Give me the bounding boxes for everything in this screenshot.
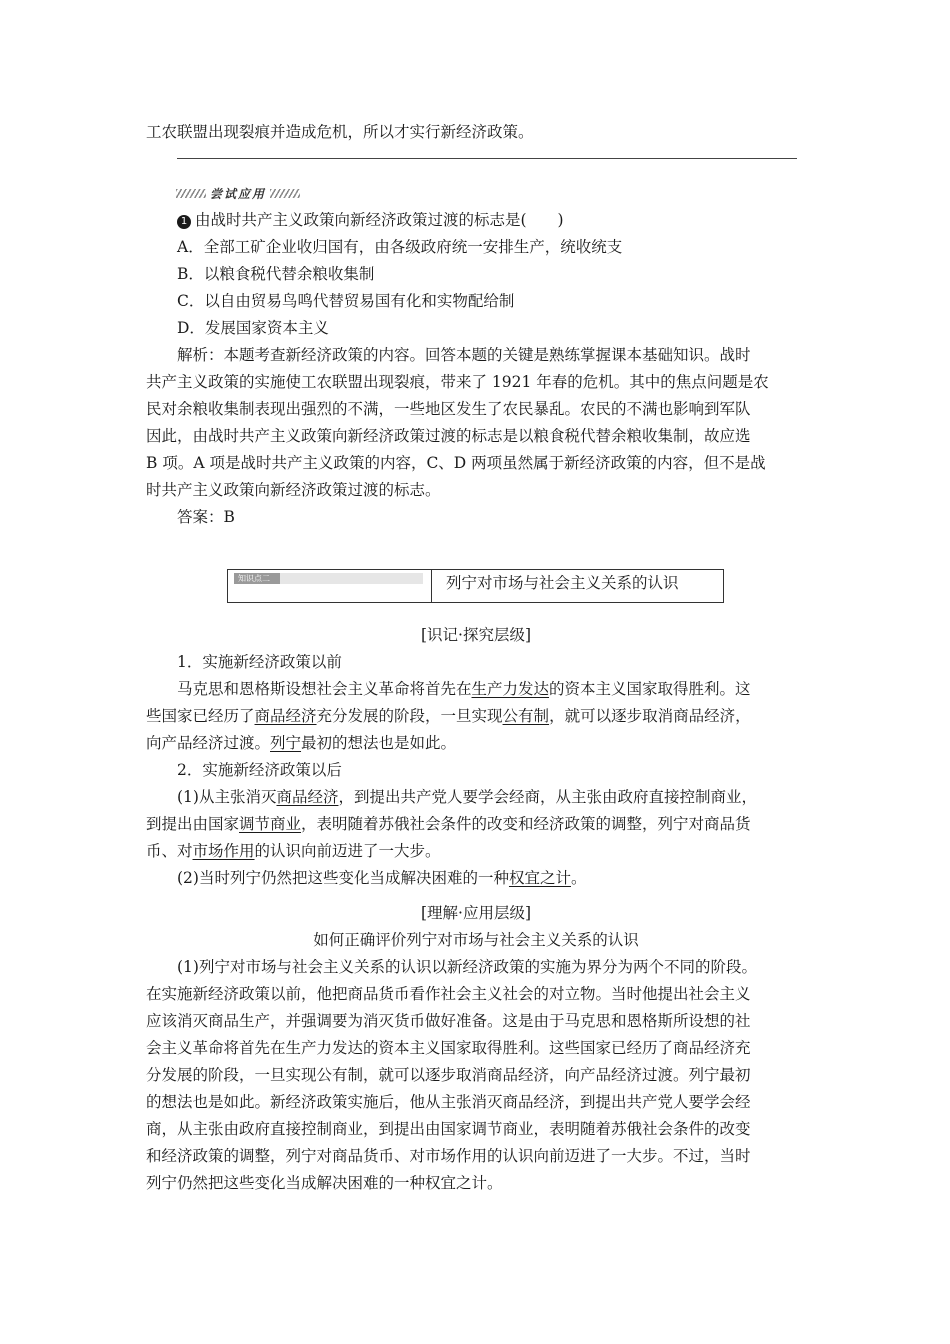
analysis-line: B 项。A 项是战时共产主义政策的内容，C、D 两项虽然属于新经济政策的内容，但不是战 — [146, 454, 766, 472]
level1-section — [146, 622, 806, 892]
try-section-label: 尝试应用 — [210, 186, 267, 201]
text: ，表明随着苏俄社会条件的改变和经济政策的调整，列宁对商品货 — [301, 815, 751, 833]
text: 币、对 — [146, 842, 193, 860]
text: ，就可以逐步取消商品经济， — [549, 707, 751, 725]
text: 的认识向前迈进了一大步。 — [254, 842, 441, 860]
level2-paragraph-line: 分发展的阶段，一旦实现公有制，就可以逐步取消商品经济，向产品经济过渡。列宁最初 — [146, 1066, 751, 1084]
question-text: 由战时共产主义政策向新经济政策过渡的标志是( ) — [195, 211, 564, 229]
intro-tail-text: 工农联盟出现裂痕并造成危机，所以才实行新经济政策。 — [146, 123, 534, 141]
option-b: B．以粮食税代替余粮收集制 — [177, 265, 375, 283]
text: 到提出由国家 — [146, 815, 240, 833]
level2-title: [理解·应用层级] — [420, 904, 532, 922]
analysis-line: 共产主义政策的实施使工农联盟出现裂痕，带来了 1921 年春的危机。其中的焦点问题是农 — [146, 373, 769, 391]
text: 向产品经济过渡。 — [146, 734, 271, 752]
level2-subtitle: 如何正确评价列宁对市场与社会主义关系的认识 — [313, 931, 639, 949]
level2-paragraph-line: 列宁仍然把这些变化当成解决困难的一种权宜之计。 — [146, 1174, 503, 1192]
text: (1)从主张消灭 — [177, 788, 277, 806]
hatch-decoration-left — [176, 189, 206, 198]
item2-paragraph-line4 — [146, 865, 806, 892]
text: (2)当时列宁仍然把这些变化当成解决困难的一种 — [177, 869, 509, 887]
text: 些国家已经历了 — [146, 707, 255, 725]
level2-paragraph-line: (1)列宁对市场与社会主义关系的认识以新经济政策的实施为界分为两个不同的阶段。 — [177, 958, 757, 976]
level2-paragraph-line: 会主义革命将首先在生产力发达的资本主义国家取得胜利。这些国家已经历了商品经济充 — [146, 1039, 751, 1057]
analysis-line: 时共产主义政策向新经济政策过渡的标志。 — [146, 481, 441, 499]
text: 。 — [570, 869, 587, 887]
level2-paragraph-line: 在实施新经济政策以前，他把商品货币看作社会主义社会的对立物。当时他提出社会主义 — [146, 985, 751, 1003]
blank-answer: 公有制 — [502, 707, 550, 725]
knowledge-point-tag-cell — [228, 570, 432, 602]
text: 充分发展的阶段，一旦实现 — [316, 707, 503, 725]
level2-paragraph-line: 的想法也是如此。新经济政策实施后，他从主张消灭商品经济，到提出共产党人要学会经 — [146, 1093, 751, 1111]
item2-heading: 2．实施新经济政策以后 — [177, 761, 342, 779]
text: ，到提出共产党人要学会经商，从主张由政府直接控制商业， — [338, 788, 757, 806]
try-section-header — [176, 184, 300, 202]
level2-paragraph-line: 应该消灭商品生产，并强调要为消灭货币做好准备。这是由于马克思和恩格斯所设想的社 — [146, 1012, 751, 1030]
level2-paragraph-line: 和经济政策的调整，列宁对商品货币、对市场作用的认识向前迈进了一大步。不过，当时 — [146, 1147, 751, 1165]
level2-section — [146, 900, 806, 1197]
item2-paragraph-line1 — [146, 784, 806, 811]
item2-paragraph-line3 — [146, 838, 806, 865]
question-number-badge: 1 — [177, 215, 191, 229]
text: 马克思和恩格斯设想社会主义革命将首先在 — [177, 680, 472, 698]
item1-heading: 1．实施新经济政策以前 — [177, 653, 342, 671]
text: 最初的想法也是如此。 — [301, 734, 457, 752]
blank-answer: 生产力发达 — [471, 680, 550, 698]
blank-answer: 商品经济 — [276, 788, 339, 806]
blank-answer: 权宜之计 — [508, 869, 571, 887]
option-c: C．以自由贸易鸟鸣代替贸易国有化和实物配给制 — [177, 292, 515, 310]
knowledge-point-title: 列宁对市场与社会主义关系的认识 — [446, 574, 679, 592]
item1-paragraph-line2 — [146, 703, 806, 730]
try-section — [146, 207, 806, 531]
hatch-decoration-right — [270, 189, 300, 198]
level1-title: [识记·探究层级] — [420, 626, 532, 644]
blank-answer: 市场作用 — [192, 842, 255, 860]
item1-paragraph-line3 — [146, 730, 806, 757]
item1-paragraph-line1 — [146, 676, 806, 703]
answer: 答案：B — [177, 508, 235, 526]
section-divider — [177, 158, 797, 159]
blank-answer: 列宁 — [270, 734, 302, 752]
question — [146, 207, 806, 234]
blank-answer: 调节商业 — [239, 815, 302, 833]
analysis-line: 民对余粮收集制表现出强烈的不满，一些地区发生了农民暴乱。农民的不满也影响到军队 — [146, 400, 751, 418]
knowledge-point-tag: 知识点二 — [234, 573, 423, 584]
analysis-line: 解析：本题考查新经济政策的内容。回答本题的关键是熟练掌握课本基础知识。战时 — [177, 346, 751, 364]
option-a: A．全部工矿企业收归国有，由各级政府统一安排生产，统收统支 — [177, 238, 623, 256]
analysis-line: 因此，由战时共产主义政策向新经济政策过渡的标志是以粮食税代替余粮收集制，故应选 — [146, 427, 751, 445]
knowledge-point-box — [227, 569, 724, 603]
blank-answer: 商品经济 — [254, 707, 317, 725]
level2-paragraph-line: 商，从主张由政府直接控制商业，到提出由国家调节商业，表明随着苏俄社会条件的改变 — [146, 1120, 751, 1138]
option-d: D．发展国家资本主义 — [177, 319, 329, 337]
item2-paragraph-line2 — [146, 811, 806, 838]
text: 的资本主义国家取得胜利。这 — [549, 680, 751, 698]
